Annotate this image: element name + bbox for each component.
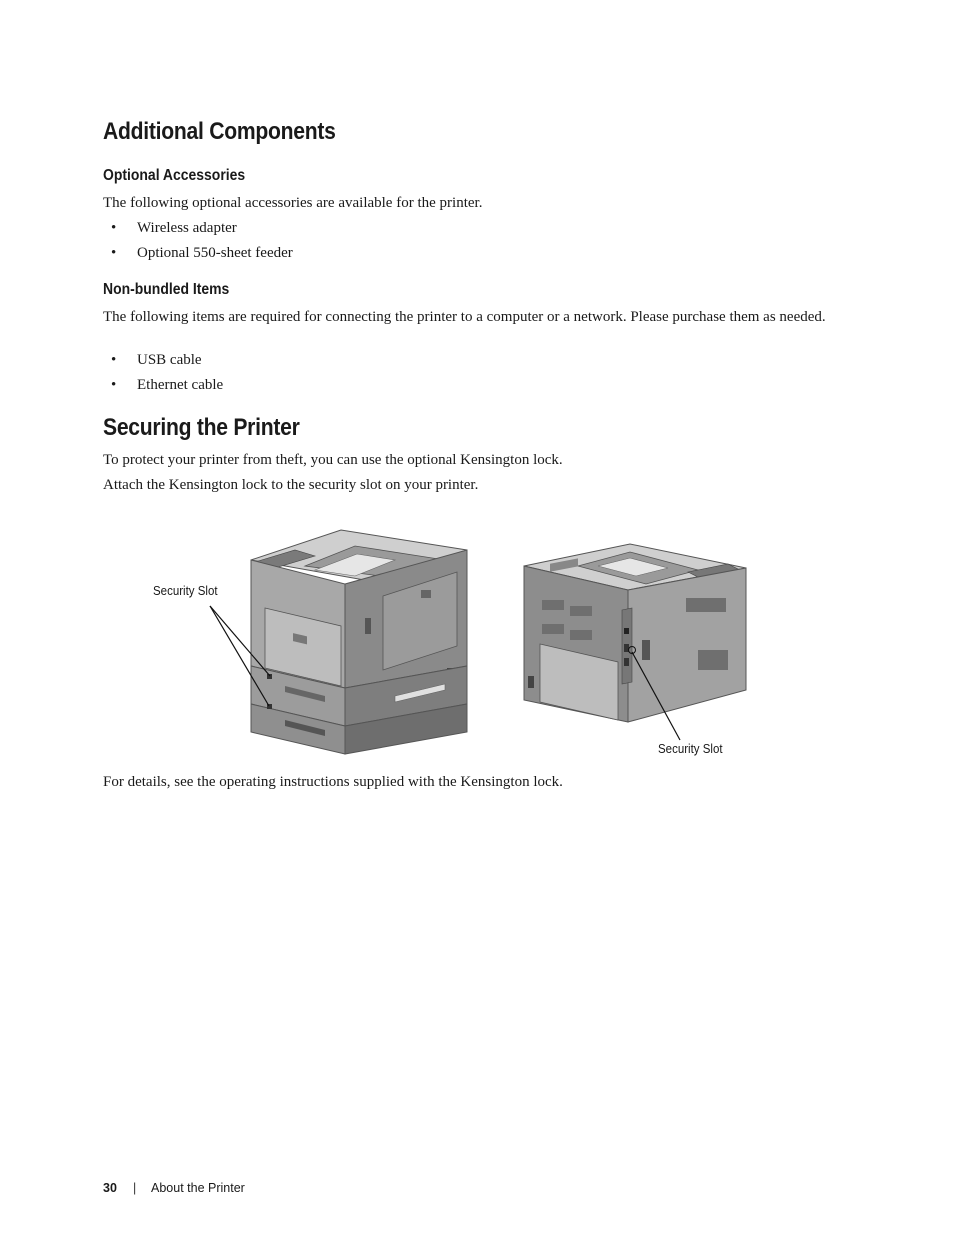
- footer-separator: |: [133, 1181, 137, 1195]
- heading-non-bundled-items: Non-bundled Items: [103, 281, 230, 298]
- section-title-securing-the-printer: Securing the Printer: [103, 414, 300, 441]
- section-title-additional-components: Additional Components: [103, 118, 336, 145]
- page-number: 30: [103, 1181, 117, 1195]
- callout-line-left-lower: [210, 606, 269, 706]
- callout-line-right: [632, 652, 680, 740]
- non-bundled-intro: The following items are required for connecting the printer to a computer or a network. Please purchase them as needed.: [103, 309, 826, 325]
- securing-paragraph-2: Attach the Kensington lock to the security slot on your printer.: [103, 477, 479, 493]
- list-item-text: Optional 550-sheet feeder: [137, 245, 293, 261]
- bullet: •: [111, 245, 117, 261]
- heading-optional-accessories: Optional Accessories: [103, 167, 246, 184]
- list-item-text: USB cable: [137, 352, 202, 368]
- bullet: •: [111, 352, 117, 368]
- securing-paragraph-1: To protect your printer from theft, you can use the optional Kensington lock.: [103, 452, 563, 468]
- callout-line-left-upper: [210, 606, 270, 676]
- bullet: •: [111, 377, 117, 393]
- bullet: •: [111, 220, 117, 236]
- optional-accessories-intro: The following optional accessories are available for the printer.: [103, 195, 483, 211]
- footer-chapter: About the Printer: [151, 1181, 245, 1195]
- securing-paragraph-3: For details, see the operating instructions supplied with the Kensington lock.: [103, 774, 563, 790]
- list-item-text: Wireless adapter: [137, 220, 237, 236]
- figure-label-security-slot-right: Security Slot: [658, 742, 723, 756]
- figure-label-security-slot-left: Security Slot: [153, 584, 218, 598]
- list-item-text: Ethernet cable: [137, 377, 224, 393]
